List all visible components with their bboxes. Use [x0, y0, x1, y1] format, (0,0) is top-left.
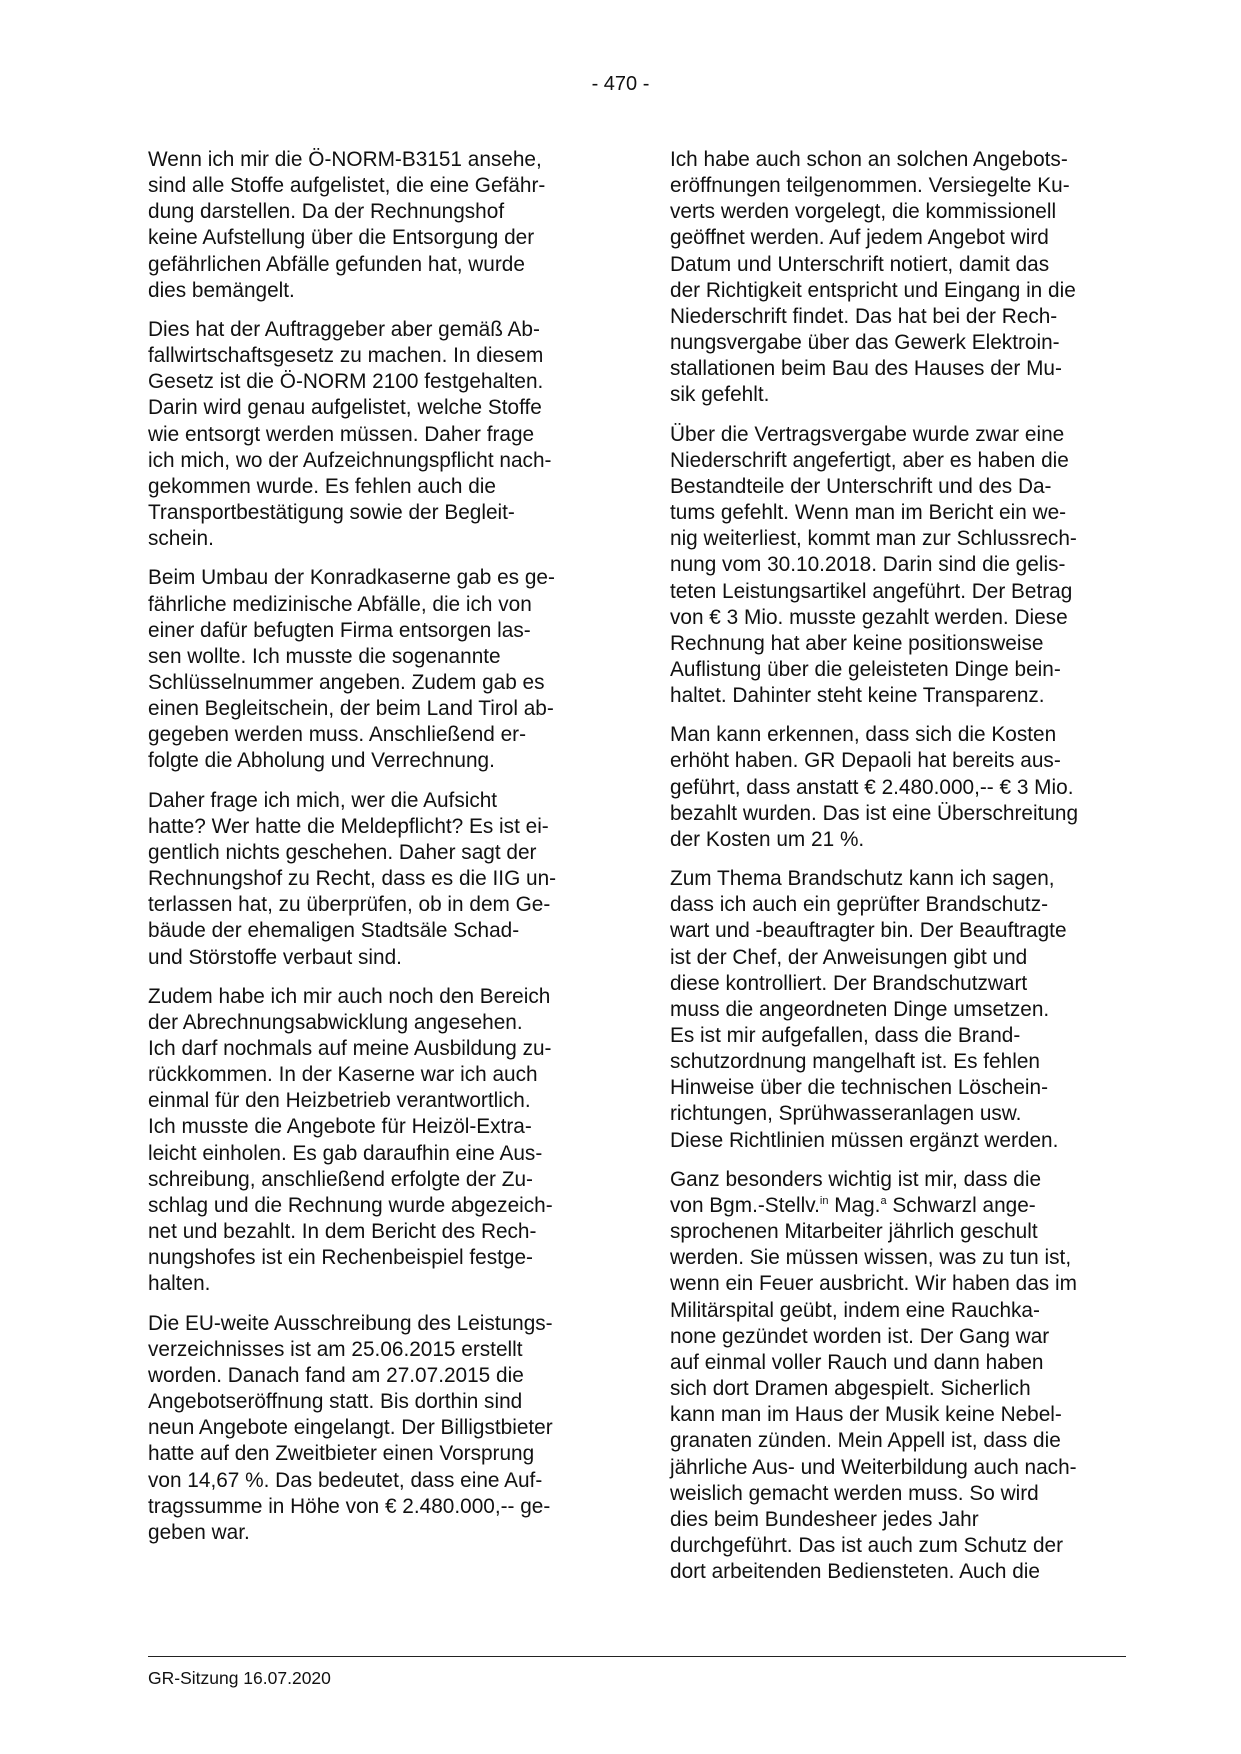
text-line: none gezündet worden ist. Der Gang war: [670, 1324, 1050, 1348]
text-line: teten Leistungsartikel angeführt. Der Betrag: [670, 579, 1073, 603]
page-number: - 470 -: [591, 73, 650, 95]
footer-session-date: GR-Sitzung 16.07.2020: [148, 1668, 331, 1688]
text-line: gekommen wurde. Es fehlen auch die: [148, 474, 496, 498]
paragraph: [670, 422, 1120, 710]
text-line: und Störstoffe verbaut sind.: [148, 945, 402, 969]
paragraph: [148, 565, 598, 774]
text-line: verts werden vorgelegt, die kommissionell: [670, 200, 1057, 224]
text-line: eröffnungen teilgenommen. Versiegelte Ku-: [670, 174, 1070, 198]
text-line: geführt, dass anstatt € 2.480.000,-- € 3 Mio.: [670, 775, 1074, 799]
text-line: der Abrechnungsabwicklung angesehen.: [148, 1010, 523, 1034]
text-line: nig weiterliest, kommt man zur Schlussrech-: [670, 527, 1077, 551]
text-line: Niederschrift angefertigt, aber es haben die: [670, 448, 1069, 472]
text-line: Wenn ich mir die Ö-NORM-B3151 ansehe,: [148, 148, 542, 171]
text-line: Dies hat der Auftraggeber aber gemäß Ab-: [148, 317, 540, 341]
text-line: muss die angeordneten Dinge umsetzen.: [670, 997, 1050, 1021]
text-line: dass ich auch ein geprüfter Brandschutz-: [670, 893, 1049, 917]
text-line: bäude der ehemaligen Stadtsäle Schad-: [148, 919, 520, 943]
text-line: richtungen, Sprühwasseranlagen usw.: [670, 1102, 1022, 1126]
text-line: Bestandteile der Unterschrift und des Da-: [670, 474, 1052, 498]
line-text: von Bgm.-Stellv.: [670, 1193, 820, 1217]
text-line: haltet. Dahinter steht keine Transparenz.: [670, 684, 1045, 708]
text-line: sik gefehlt.: [670, 383, 770, 407]
text-line: Über die Vertragsvergabe wurde zwar eine: [670, 422, 1065, 446]
text-line: einmal für den Heizbetrieb verantwortlich.: [148, 1089, 531, 1113]
text-line: schutzordnung mangelhaft ist. Es fehlen: [670, 1050, 1040, 1074]
text-line: verzeichnisses ist am 25.06.2015 erstellt: [148, 1337, 523, 1361]
text-line: bezahlt wurden. Das ist eine Überschreitung: [670, 801, 1079, 825]
text-line: wie entsorgt werden müssen. Daher frage: [148, 422, 535, 446]
text-line: dung darstellen. Da der Rechnungshof: [148, 200, 505, 224]
text-line: sich dort Dramen abgespielt. Sicherlich: [670, 1377, 1031, 1401]
text-line: auf einmal voller Rauch und dann haben: [670, 1350, 1044, 1374]
text-line: geöffnet werden. Auf jedem Angebot wird: [670, 226, 1049, 250]
text-line: einen Begleitschein, der beim Land Tirol ab-: [148, 697, 554, 721]
text-line: diese kontrolliert. Der Brandschutzwart: [670, 971, 1028, 995]
text-line: folgte die Abholung und Verrechnung.: [148, 749, 495, 773]
text-line: sprochenen Mitarbeiter jährlich geschult: [670, 1220, 1038, 1244]
text-line: fährliche medizinische Abfälle, die ich von: [148, 592, 532, 616]
text-line: Daher frage ich mich, wer die Aufsicht: [148, 788, 498, 812]
text-line: Rechnungshof zu Recht, dass es die IIG un-: [148, 867, 557, 891]
text-line: Ich darf nochmals auf meine Ausbildung zu-: [148, 1037, 552, 1060]
text-line: Angebotseröffnung statt. Bis dorthin sind: [148, 1390, 523, 1414]
text-line: gefährlichen Abfälle gefunden hat, wurde: [148, 252, 525, 276]
paragraph: [148, 147, 598, 304]
text-line: Hinweise über die technischen Löschein-: [670, 1076, 1049, 1100]
text-line: geben war.: [148, 1520, 250, 1544]
text-line: Ich habe auch schon an solchen Angebots-: [670, 148, 1068, 171]
text-line: ist der Chef, der Anweisungen gibt und: [670, 945, 1028, 969]
text-line: wart und -beauftragter bin. Der Beauftragte: [670, 919, 1067, 943]
text-line: Rechnung hat aber keine positionsweise: [670, 631, 1044, 655]
text-line: von € 3 Mio. musste gezahlt werden. Diese: [670, 605, 1068, 629]
text-line: Datum und Unterschrift notiert, damit das: [670, 252, 1050, 276]
text-line: nungshofes ist ein Rechenbeispiel festge-: [148, 1246, 533, 1270]
text-line: Schlüsselnummer angeben. Zudem gab es: [148, 670, 545, 694]
right-column: [670, 147, 1120, 1598]
line-text: Mag.: [828, 1193, 881, 1217]
text-line: schein.: [148, 527, 214, 551]
text-line: nung vom 30.10.2018. Darin sind die gelis-: [670, 553, 1066, 577]
text-line: nungsvergabe über das Gewerk Elektroin-: [670, 331, 1060, 355]
text-line: wenn ein Feuer ausbricht. Wir haben das im: [670, 1272, 1077, 1296]
text-line: Gesetz ist die Ö-NORM 2100 festgehalten.: [148, 370, 544, 394]
text-line: fallwirtschaftsgesetz zu machen. In diesem: [148, 344, 544, 368]
paragraph: [670, 866, 1120, 1154]
text-line: leicht einholen. Es gab daraufhin eine Aus-: [148, 1141, 543, 1165]
text-line: Ganz besonders wichtig ist mir, dass die: [670, 1167, 1042, 1191]
text-line: Auflistung über die geleisteten Dinge bein-: [670, 657, 1061, 681]
text-line: tragssumme in Höhe von € 2.480.000,-- ge-: [148, 1494, 551, 1518]
superscript: in: [819, 1194, 829, 1207]
text-line: worden. Danach fand am 27.07.2015 die: [148, 1363, 524, 1387]
text-line: dies bemängelt.: [148, 278, 295, 302]
paragraph: [148, 317, 598, 552]
text-line: werden. Sie müssen wissen, was zu tun ist,: [670, 1246, 1072, 1270]
text-line: Zudem habe ich mir auch noch den Bereich: [148, 984, 551, 1008]
paragraph: [670, 722, 1120, 853]
text-line: keine Aufstellung über die Entsorgung der: [148, 226, 535, 250]
text-line: net und bezahlt. In dem Bericht des Rech-: [148, 1220, 537, 1244]
text-line: Beim Umbau der Konradkaserne gab es ge-: [148, 566, 555, 590]
left-column: [148, 147, 598, 1559]
line-text: Schwarzl ange-: [886, 1193, 1036, 1217]
text-line: von 14,67 %. Das bedeutet, dass eine Auf-: [148, 1468, 543, 1492]
text-line: gentlich nichts geschehen. Daher sagt der: [148, 840, 537, 864]
text-line: kann man im Haus der Musik keine Nebel-: [670, 1403, 1062, 1427]
text-line: schreibung, anschließend erfolgte der Zu-: [148, 1167, 533, 1191]
text-line: jährliche Aus- und Weiterbildung auch nach-: [670, 1455, 1077, 1479]
text-line: Transportbestätigung sowie der Begleit-: [148, 501, 515, 525]
text-line: der Kosten um 21 %.: [670, 827, 865, 851]
text-line: terlassen hat, zu überprüfen, ob in dem Ge-: [148, 893, 551, 917]
text-line: dies beim Bundesheer jedes Jahr: [670, 1507, 979, 1531]
text-line: weislich gemacht werden muss. So wird: [670, 1481, 1039, 1505]
footer-divider: [148, 1656, 1126, 1657]
text-line: der Richtigkeit entspricht und Eingang in die: [670, 278, 1076, 302]
text-line: Ich musste die Angebote für Heizöl-Extra-: [148, 1115, 532, 1139]
text-line: schlag und die Rechnung wurde abgezeich-: [148, 1193, 553, 1217]
paragraph: [148, 1311, 598, 1546]
text-line: Zum Thema Brandschutz kann ich sagen,: [670, 867, 1055, 891]
text-line: dort arbeitenden Bediensteten. Auch die: [670, 1560, 1040, 1584]
text-line: durchgeführt. Das ist auch zum Schutz der: [670, 1533, 1064, 1557]
paragraph: [670, 1167, 1120, 1586]
text-line: hatte? Wer hatte die Meldepflicht? Es ist ei-: [148, 814, 549, 838]
paragraph: [148, 788, 598, 971]
superscript: a: [880, 1194, 887, 1207]
text-line: stallationen beim Bau des Hauses der Mu-: [670, 357, 1062, 381]
text-line: hatte auf den Zweitbieter einen Vorsprung: [148, 1442, 535, 1466]
text-line: gegeben werden muss. Anschließend er-: [148, 723, 527, 747]
text-line: Die EU-weite Ausschreibung des Leistungs-: [148, 1311, 553, 1335]
text-line: sen wollte. Ich musste die sogenannte: [148, 644, 501, 668]
text-line: rückkommen. In der Kaserne war ich auch: [148, 1063, 538, 1087]
text-line: Darin wird genau aufgelistet, welche Stoffe: [148, 396, 542, 420]
text-line: Niederschrift findet. Das hat bei der Rech-: [670, 304, 1058, 328]
text-line: sind alle Stoffe aufgelistet, die eine Gefähr-: [148, 174, 546, 198]
text-line: ich mich, wo der Aufzeichnungspflicht nach-: [148, 448, 552, 472]
text-line: granaten zünden. Mein Appell ist, dass die: [670, 1429, 1061, 1453]
text-line: Man kann erkennen, dass sich die Kosten: [670, 723, 1057, 747]
text-line: neun Angebote eingelangt. Der Billigstbieter: [148, 1416, 553, 1440]
paragraph: [670, 147, 1120, 409]
text-line: Es ist mir aufgefallen, dass die Brand-: [670, 1024, 1021, 1047]
text-line: Militärspital geübt, indem eine Rauchka-: [670, 1298, 1040, 1322]
text-line: einer dafür befugten Firma entsorgen las-: [148, 618, 531, 642]
text-line: Diese Richtlinien müssen ergänzt werden.: [670, 1128, 1059, 1152]
text-line: halten.: [148, 1272, 211, 1296]
text-line: tums gefehlt. Wenn man im Bericht ein we-: [670, 501, 1067, 525]
text-line: erhöht haben. GR Depaoli hat bereits aus-: [670, 749, 1061, 773]
text-line: [670, 1193, 1120, 1219]
paragraph: [148, 984, 598, 1298]
